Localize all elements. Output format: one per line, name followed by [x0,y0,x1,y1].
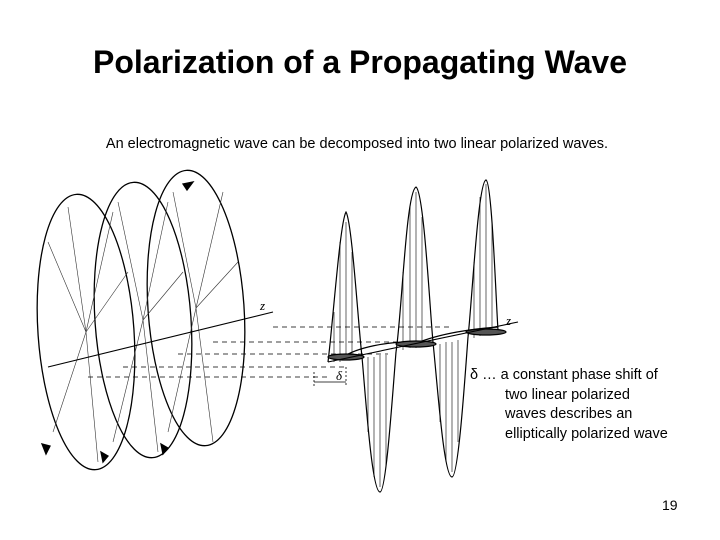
polarization-figure [28,162,528,502]
page-number: 19 [662,497,678,513]
axis-label-z-right: z [506,313,512,328]
slide-subtitle: An electromagnetic wave can be decomposed into two linear polarized waves. [105,136,609,152]
caption-line-2: two linear polarized [505,386,630,403]
delta-label: δ [336,368,343,383]
elliptical-wave-drawing [28,167,253,473]
linear-waves-drawing [328,180,506,492]
slide-title: Polarization of a Propagating Wave [93,44,627,80]
caption-line-1: δ … a constant phase shift of [470,367,658,383]
caption-line-4: elliptically polarized wave [505,425,668,442]
caption-line-3: waves describes an [505,406,633,422]
figure-caption [470,366,700,444]
axis-label-z-left: z [260,298,266,313]
